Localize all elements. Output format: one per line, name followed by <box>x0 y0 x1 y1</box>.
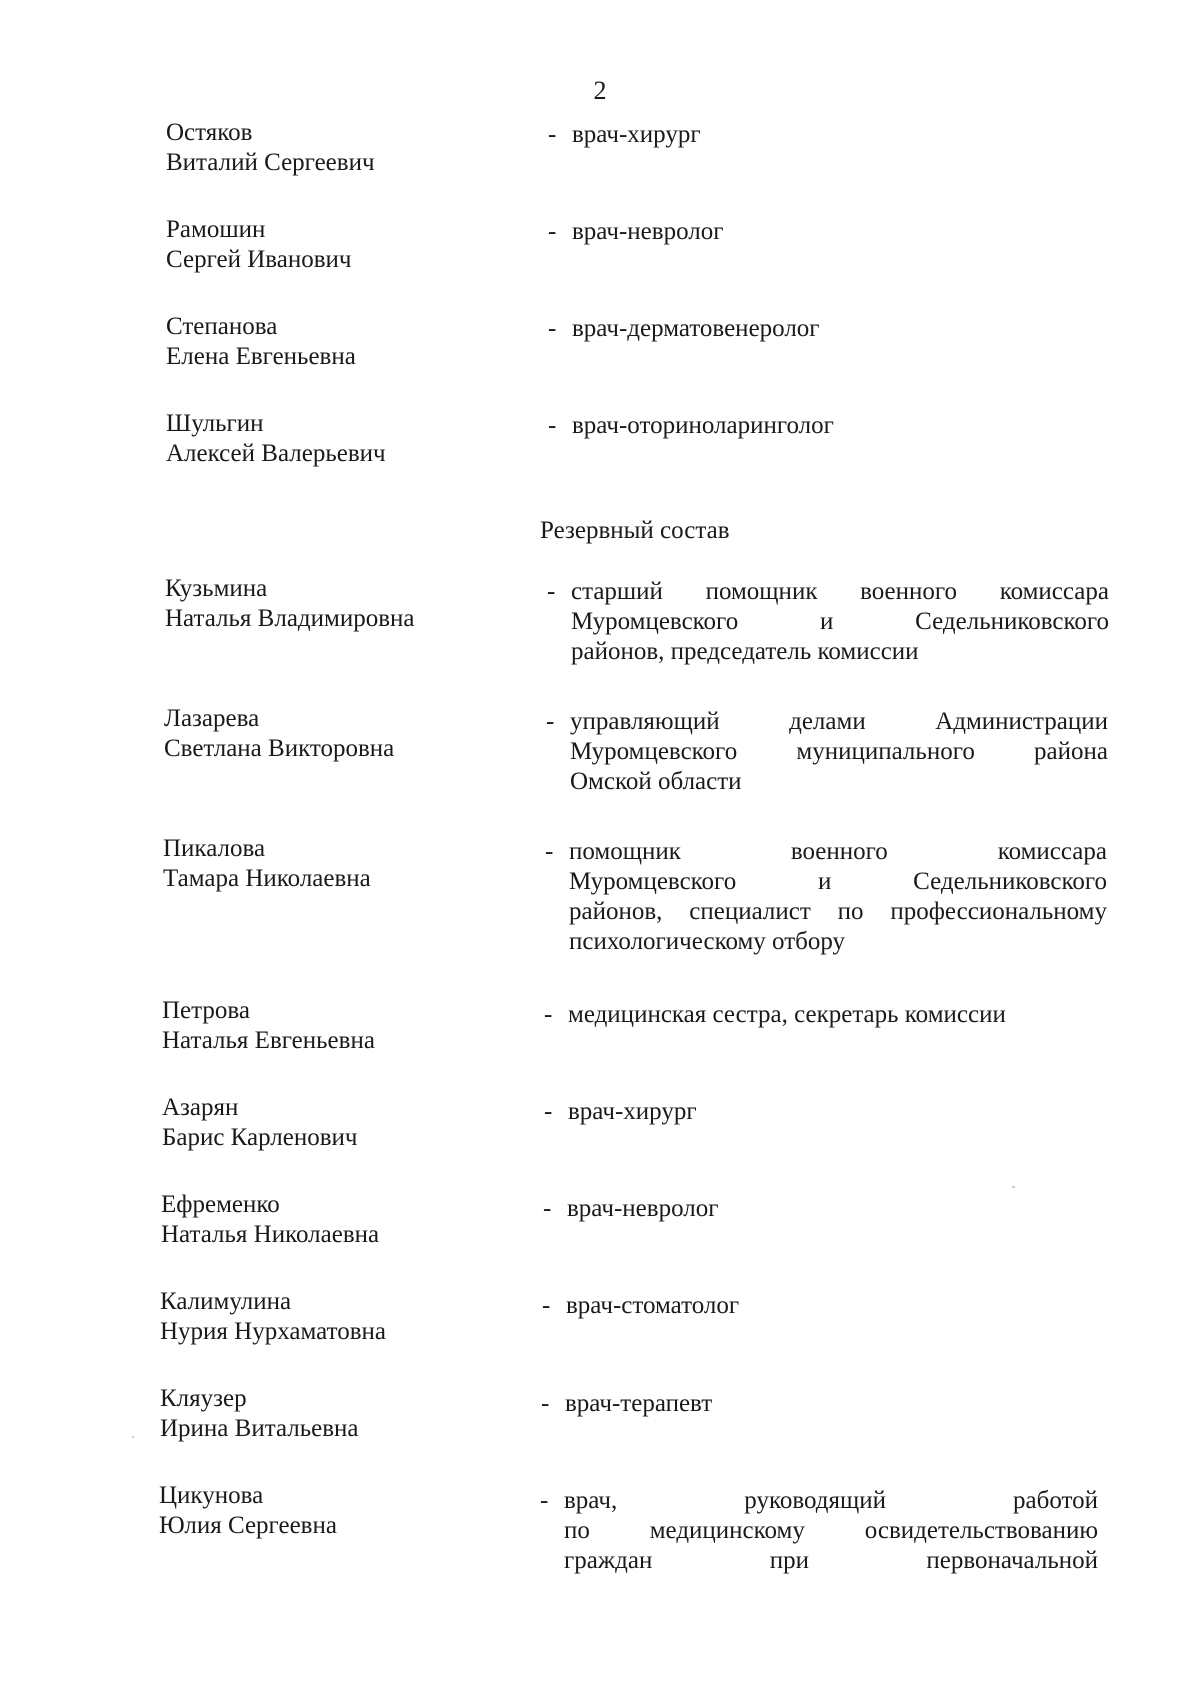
surname: Шульгин <box>166 410 264 437</box>
member-role-petrova <box>544 1000 1124 1030</box>
surname: Остяков <box>166 119 253 146</box>
role-line: по медицинскому освидетельствованию <box>564 1517 1098 1544</box>
member-name-kuzmina <box>165 574 495 634</box>
member-role-ostyakov <box>548 120 1128 150</box>
given-name: Виталий Сергеевич <box>166 149 375 176</box>
role-line: врач-оториноларинголог <box>572 412 834 439</box>
role-line: Муромцевского и Седельниковского <box>569 868 1107 895</box>
role-line: врач-хирург <box>572 121 701 148</box>
given-name: Юлия Сергеевна <box>159 1512 337 1539</box>
member-role-klyauzer <box>541 1389 1121 1419</box>
given-name: Барис Карленович <box>162 1124 358 1151</box>
role-line: врач-дерматовенеролог <box>572 315 820 342</box>
role-line: врач-невролог <box>572 218 724 245</box>
dash: - <box>546 708 555 735</box>
member-name-efremenko <box>161 1190 491 1250</box>
given-name: Светлана Викторовна <box>164 735 395 762</box>
member-name-tsikunova <box>159 1481 489 1541</box>
member-role-azaryan <box>544 1097 1124 1127</box>
role-line: врач-стоматолог <box>566 1292 740 1319</box>
role-line: врач, руководящий работой <box>564 1487 1098 1514</box>
member-name-petrova <box>162 996 492 1056</box>
role-line: Муромцевского муниципального района <box>570 738 1108 765</box>
given-name: Алексей Валерьевич <box>166 440 386 467</box>
given-name: Наталья Евгеньевна <box>162 1027 375 1054</box>
role-line: медицинская сестра, секретарь комиссии <box>568 1001 1006 1028</box>
member-role-shulgin <box>548 411 1128 441</box>
dash: - <box>543 1195 552 1222</box>
role-line: управляющий делами Администрации <box>570 708 1108 735</box>
dash: - <box>540 1487 549 1514</box>
role-line: врач-невролог <box>567 1195 719 1222</box>
member-name-klyauzer <box>160 1384 490 1444</box>
surname: Ефременко <box>161 1191 280 1218</box>
given-name: Нурия Нурхаматовна <box>160 1318 386 1345</box>
role-line: психологическому отбору <box>569 928 846 955</box>
member-name-ostyakov <box>166 118 496 178</box>
member-role-efremenko <box>543 1194 1123 1224</box>
member-name-pikalova <box>163 834 493 894</box>
surname: Кузьмина <box>165 575 268 602</box>
dash: - <box>548 412 557 439</box>
given-name: Ирина Витальевна <box>160 1415 359 1442</box>
role-line: Муромцевского и Седельниковского <box>571 608 1109 635</box>
role-line: врач-хирург <box>568 1098 697 1125</box>
dash: - <box>548 218 557 245</box>
scan-speck <box>132 1436 134 1438</box>
dash: - <box>547 578 556 605</box>
dash: - <box>548 315 557 342</box>
role-line: врач-терапевт <box>565 1390 713 1417</box>
role-line: помощник военного комиссара <box>569 838 1107 865</box>
surname: Степанова <box>166 313 278 340</box>
member-role-tsikunova <box>540 1486 1098 1576</box>
given-name: Наталья Николаевна <box>161 1221 380 1248</box>
surname: Калимулина <box>160 1288 292 1315</box>
reserve-heading: Резервный состав <box>540 517 730 544</box>
surname: Цикунова <box>159 1482 264 1509</box>
given-name: Елена Евгеньевна <box>166 343 356 370</box>
surname: Азарян <box>162 1094 239 1121</box>
dash: - <box>544 1001 553 1028</box>
member-role-stepanova <box>548 314 1128 344</box>
surname: Лазарева <box>164 705 260 732</box>
member-name-kalimulina <box>160 1287 490 1347</box>
member-role-kuzmina <box>547 577 1109 667</box>
member-name-stepanova <box>166 312 496 372</box>
role-line: старший помощник военного комиссара <box>571 578 1109 605</box>
member-role-ramoshin <box>548 217 1128 247</box>
surname: Рамошин <box>166 216 266 243</box>
dash: - <box>548 121 557 148</box>
given-name: Сергей Иванович <box>166 246 352 273</box>
given-name: Наталья Владимировна <box>165 605 415 632</box>
role-line: Омской области <box>570 768 742 795</box>
page-number: 2 <box>593 76 607 105</box>
member-name-azaryan <box>162 1093 492 1153</box>
dash: - <box>541 1390 550 1417</box>
role-line: районов, специалист по профессиональному <box>569 898 1107 925</box>
dash: - <box>545 838 554 865</box>
dash: - <box>542 1292 551 1319</box>
given-name: Тамара Николаевна <box>163 865 371 892</box>
dash: - <box>544 1098 553 1125</box>
member-role-kalimulina <box>542 1291 1122 1321</box>
member-name-lazareva <box>164 704 494 764</box>
member-role-pikalova <box>545 837 1107 957</box>
member-name-shulgin <box>166 409 496 469</box>
role-line: граждан при первоначальной <box>564 1547 1098 1574</box>
member-role-lazareva <box>546 707 1108 797</box>
surname: Петрова <box>162 997 250 1024</box>
member-name-ramoshin <box>166 215 496 275</box>
role-line: районов, председатель комиссии <box>571 638 919 665</box>
surname: Кляузер <box>160 1385 247 1412</box>
surname: Пикалова <box>163 835 266 862</box>
scan-speck <box>1012 1186 1015 1188</box>
